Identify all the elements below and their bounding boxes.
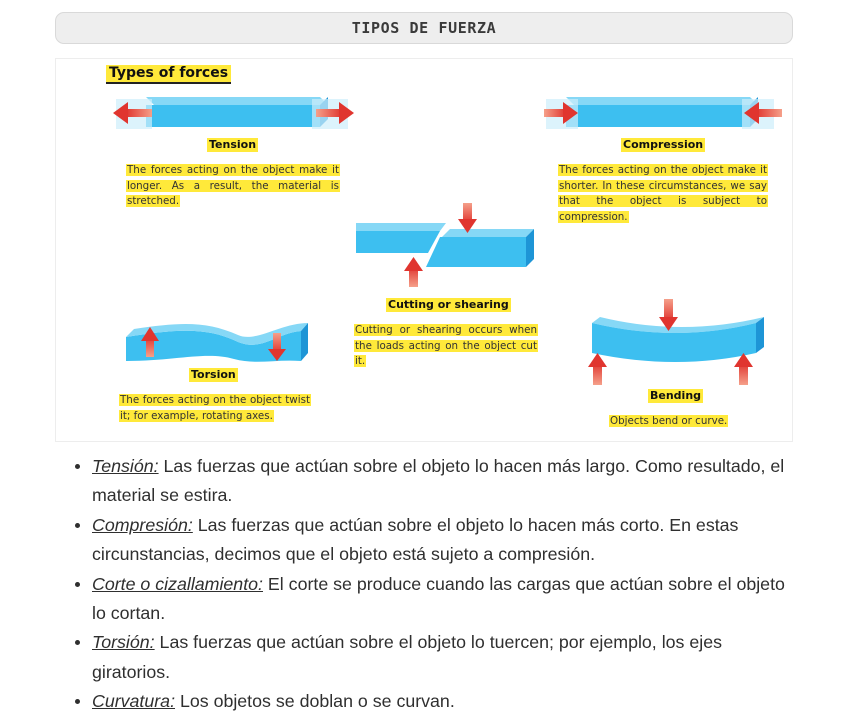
list-item-term: Tensión: xyxy=(92,456,159,476)
types-of-forces-figure xyxy=(55,58,793,442)
shearing-label: Cutting or shearing xyxy=(388,298,509,311)
bending-arrow-up-left xyxy=(588,353,607,385)
section-title: TIPOS DE FUERZA xyxy=(351,19,497,37)
list-item-term: Compresión: xyxy=(92,514,193,535)
shearing-arrow-down xyxy=(458,203,477,233)
list-item-text: Las fuerzas que actúan sobre el objeto lo hacen más largo. Como resultado, el material se estira. xyxy=(92,456,785,506)
tension-label: Tension xyxy=(209,138,257,151)
forces-list xyxy=(70,452,802,717)
list-item-text: Las fuerzas que actúan sobre el objeto lo hacen más corto. En estas circunstancias, decimos que el objeto está sujeto a compresión. xyxy=(92,514,739,565)
list-item xyxy=(92,570,802,629)
torsion-label: Torsion xyxy=(191,368,236,381)
list-item-term: Curvatura: xyxy=(92,691,176,712)
forces-illustration xyxy=(56,59,794,443)
bending-arrow-down xyxy=(659,299,678,331)
torsion-description: The forces acting on the object twist it; for example, rotating axes. xyxy=(120,394,310,422)
list-item-term: Torsión: xyxy=(92,632,155,653)
tension-description: The forces acting on the object make it longer. As a result, the material is stretched. xyxy=(127,164,339,208)
list-item xyxy=(92,511,802,570)
compression-label: Compression xyxy=(623,138,704,151)
list-item xyxy=(92,687,802,716)
list-item-text: Los objetos se doblan o se curvan. xyxy=(175,691,455,712)
bending-label: Bending xyxy=(650,389,702,402)
shearing-description: Cutting or shearing occurs when the loads acting on the object cut it. xyxy=(355,324,537,368)
list-item-text: El corte se produce cuando las cargas que actúan sobre el objeto lo cortan. xyxy=(92,573,785,624)
list-item-text: Las fuerzas que actúan sobre el objeto lo tuercen; por ejemplo, los ejes giratorios. xyxy=(92,632,722,682)
bending-arrow-up-right xyxy=(734,353,753,385)
list-item xyxy=(92,628,802,687)
shearing-arrow-up xyxy=(404,257,423,287)
section-title-bar xyxy=(55,12,793,44)
compression-description: The forces acting on the object make it shorter. In these circumstances, we say that the object is subject to compression. xyxy=(559,164,767,224)
list-item-term: Corte o cizallamiento: xyxy=(92,573,263,594)
shearing-beam xyxy=(356,223,534,267)
compression-beam xyxy=(546,97,774,129)
figure-title: Types of forces xyxy=(106,65,231,84)
list-item xyxy=(92,452,802,511)
bending-description: Objects bend or curve. xyxy=(610,415,728,427)
bending-beam xyxy=(592,317,764,362)
